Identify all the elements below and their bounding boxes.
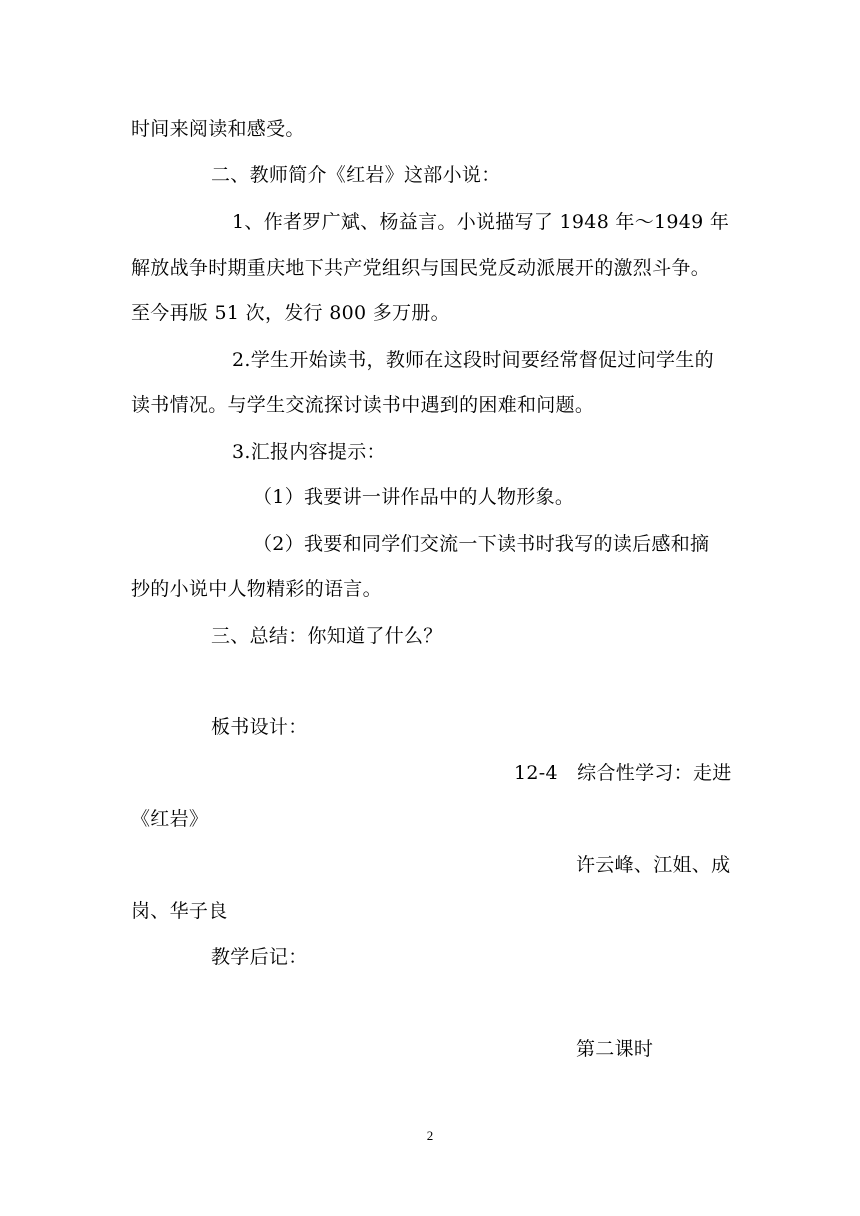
board-design-characters: 许云峰、江姐、成 [576, 854, 731, 876]
paragraph-line: 读书情况。与学生交流探讨读书中遇到的困难和问题。 [131, 394, 595, 416]
list-item: （1）我要讲一讲作品中的人物形象。 [253, 486, 575, 508]
paragraph-line: 至今再版 51 次，发行 800 多万册。 [131, 302, 450, 324]
paragraph-line: 解放战争时期重庆地下共产党组织与国民党反动派展开的激烈斗争。 [131, 257, 711, 279]
paragraph-line: 时间来阅读和感受。 [131, 118, 305, 140]
board-design-heading: 板书设计： [211, 716, 308, 738]
lesson-period-heading: 第二课时 [576, 1038, 654, 1060]
list-item: （2）我要和同学们交流一下读书时我写的读后感和摘 [253, 533, 710, 555]
paragraph-line: 3.汇报内容提示： [232, 441, 386, 463]
teaching-notes-heading: 教学后记： [211, 946, 308, 968]
board-design-title-continued: 《红岩》 [131, 808, 209, 830]
paragraph-line: 2.学生开始读书，教师在这段时间要经常督促过问学生的 [232, 349, 714, 371]
board-design-title: 12-4 综合性学习：走进 [514, 762, 732, 784]
board-design-characters-continued: 岗、华子良 [131, 900, 228, 922]
paragraph-line: 抄的小说中人物精彩的语言。 [131, 578, 382, 600]
section-heading: 三、总结：你知道了什么？ [211, 625, 443, 647]
paragraph-line: 1、作者罗广斌、杨益言。小说描写了 1948 年～1949 年 [232, 211, 730, 233]
section-heading: 二、教师简介《红岩》这部小说： [211, 164, 501, 186]
page-number: 2 [426, 1128, 434, 1143]
